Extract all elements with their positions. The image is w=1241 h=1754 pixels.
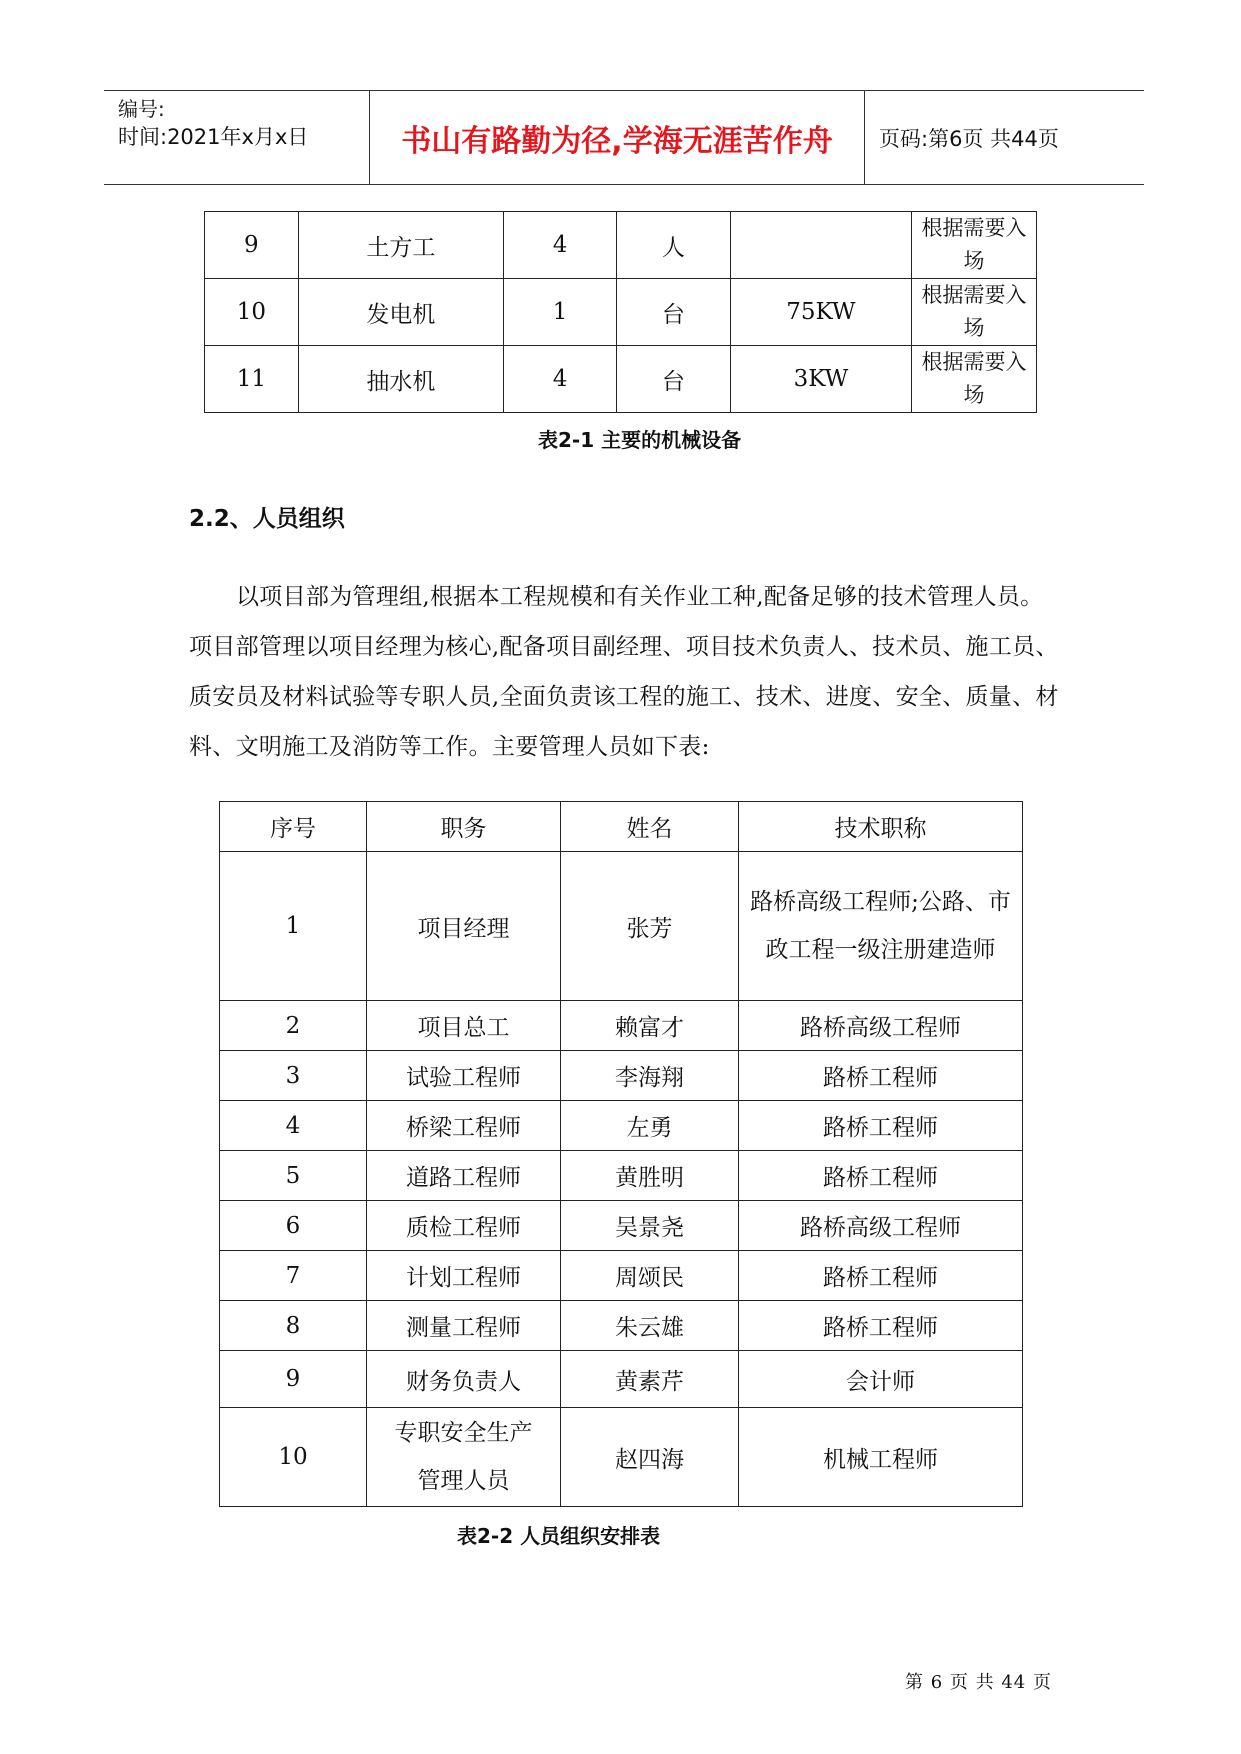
staff-table-header-row [220, 802, 1023, 852]
staff-table-caption: 表2-2 人员组织安排表 [457, 1524, 661, 1548]
staff-no: 5 [220, 1151, 367, 1201]
column-header-post: 职务 [367, 802, 561, 852]
equipment-name: 抽水机 [298, 346, 503, 413]
staff-name: 赖富才 [561, 1001, 739, 1051]
staff-post: 质检工程师 [367, 1201, 561, 1251]
staff-post: 项目总工 [367, 1001, 561, 1051]
equipment-unit: 台 [616, 346, 730, 413]
staff-name: 周颂民 [561, 1251, 739, 1301]
equipment-note: 根据需要入场 [912, 346, 1037, 413]
table-row [220, 1151, 1023, 1201]
staff-post: 计划工程师 [367, 1251, 561, 1301]
staff-no: 10 [220, 1408, 367, 1507]
table-row [220, 1001, 1023, 1051]
equipment-note: 根据需要入场 [912, 212, 1037, 279]
table-row [220, 1408, 1023, 1507]
table-row [220, 1351, 1023, 1408]
column-header-no: 序号 [220, 802, 367, 852]
equipment-qty: 4 [504, 346, 617, 413]
page-header [104, 90, 1144, 185]
staff-title: 路桥工程师 [739, 1051, 1023, 1101]
staff-no: 3 [220, 1051, 367, 1101]
equipment-name: 土方工 [298, 212, 503, 279]
staff-title: 路桥工程师 [739, 1301, 1023, 1351]
staff-no: 4 [220, 1101, 367, 1151]
staff-no: 6 [220, 1201, 367, 1251]
header-page-label: 页码:第6页 共44页 [879, 126, 1059, 151]
equipment-no: 9 [205, 212, 299, 279]
table-row [220, 1301, 1023, 1351]
staff-name: 李海翔 [561, 1051, 739, 1101]
table-row [220, 852, 1023, 1001]
staff-post: 测量工程师 [367, 1301, 561, 1351]
staff-no: 1 [220, 852, 367, 1001]
table-row [220, 1251, 1023, 1301]
column-header-name: 姓名 [561, 802, 739, 852]
equipment-table [204, 211, 1037, 413]
staff-post: 试验工程师 [367, 1051, 561, 1101]
equipment-qty: 4 [504, 212, 617, 279]
staff-title: 路桥工程师 [739, 1251, 1023, 1301]
equipment-note: 根据需要入场 [912, 279, 1037, 346]
staff-post: 项目经理 [367, 852, 561, 1001]
staff-no: 8 [220, 1301, 367, 1351]
column-header-title: 技术职称 [739, 802, 1023, 852]
staff-title: 路桥高级工程师 [739, 1201, 1023, 1251]
equipment-qty: 1 [504, 279, 617, 346]
staff-post: 财务负责人 [367, 1351, 561, 1408]
equipment-unit: 台 [616, 279, 730, 346]
equipment-spec [730, 212, 911, 279]
table-row [220, 1051, 1023, 1101]
document-number-label: 编号: [118, 97, 165, 121]
header-meta [104, 91, 370, 184]
staff-title: 路桥高级工程师;公路、市政工程一级注册建造师 [739, 852, 1023, 1001]
staff-name: 黄胜明 [561, 1151, 739, 1201]
table-row [205, 346, 1037, 413]
equipment-no: 11 [205, 346, 299, 413]
table-row [220, 1201, 1023, 1251]
staff-name: 吴景尧 [561, 1201, 739, 1251]
equipment-spec: 75KW [730, 279, 911, 346]
staff-post: 桥梁工程师 [367, 1101, 561, 1151]
staff-title: 路桥工程师 [739, 1151, 1023, 1201]
section-heading: 2.2、人员组织 [189, 506, 345, 532]
staff-name: 赵四海 [561, 1408, 739, 1507]
staff-title: 机械工程师 [739, 1408, 1023, 1507]
staff-title: 路桥工程师 [739, 1101, 1023, 1151]
table-row [220, 1101, 1023, 1151]
equipment-spec: 3KW [730, 346, 911, 413]
section-paragraph: 以项目部为管理组,根据本工程规模和有关作业工种,配备足够的技术管理人员。项目部管理以项目经理为核心,配备项目副经理、项目技术负责人、技术员、施工员、质安员及材料试验等专职人员,全面负责该工程的施工、技术、进度、安全、质量、材料、文明施工及消防等工作。主要管理人员如下表: [189, 584, 1059, 760]
staff-table [219, 801, 1023, 1507]
equipment-table-caption: 表2-1 主要的机械设备 [538, 428, 742, 452]
document-time-label: 时间:2021年x月x日 [118, 125, 309, 149]
staff-no: 2 [220, 1001, 367, 1051]
page-footer: 第 6 页 共 44 页 [905, 1672, 1052, 1693]
staff-name: 朱云雄 [561, 1301, 739, 1351]
table-row [205, 279, 1037, 346]
header-motto: 书山有路勤为径,学海无涯苦作舟 [370, 91, 865, 184]
staff-name: 黄素芹 [561, 1351, 739, 1408]
staff-post: 专职安全生产管理人员 [367, 1408, 561, 1507]
staff-name: 张芳 [561, 852, 739, 1001]
equipment-no: 10 [205, 279, 299, 346]
staff-title: 会计师 [739, 1351, 1023, 1408]
table-row [205, 212, 1037, 279]
staff-no: 7 [220, 1251, 367, 1301]
staff-no: 9 [220, 1351, 367, 1408]
staff-title: 路桥高级工程师 [739, 1001, 1023, 1051]
equipment-name: 发电机 [298, 279, 503, 346]
equipment-unit: 人 [616, 212, 730, 279]
staff-name: 左勇 [561, 1101, 739, 1151]
staff-post: 道路工程师 [367, 1151, 561, 1201]
